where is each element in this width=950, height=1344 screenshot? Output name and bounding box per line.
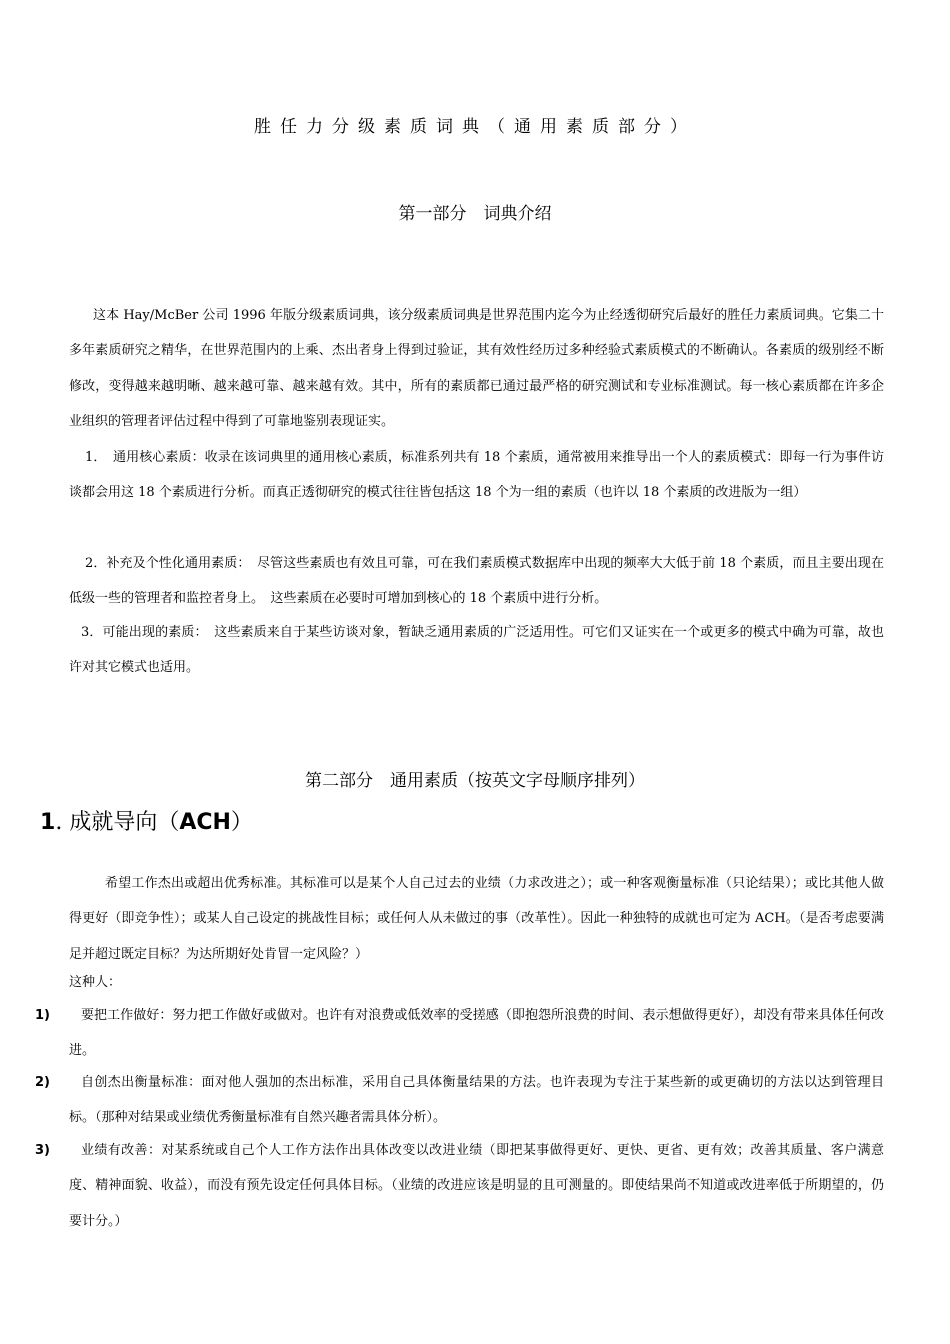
part2-title: 第二部分 通用素质（按英文字母顺序排列） (305, 771, 645, 791)
competency-heading (40, 808, 253, 838)
item-2-marker: 2) (35, 1075, 50, 1090)
item-3-marker: 3) (35, 1143, 50, 1158)
heading-separator: . (55, 810, 70, 835)
competency-definition: 希望工作杰出或超出优秀标准。其标准可以是某个人自己过去的业绩（力求改进之）；或一种客观衡量标准（只论结果）；或比其他人做得更好（即竞争性）；或某人自己设定的挑战性目标；或任何人从未做过的事（改革性）。因此一种独特的成就也可定为 ACH。（是否考虑要满足并超过既定目标？为达所期好处肯冒一定风险？） (69, 876, 884, 962)
intro-paragraph: 这本 Hay/McBer 公司 1996 年版分级素质词典，该分级素质词典是世界范围内迄今为止经透彻研究后最好的胜任力素质词典。它集二十多年素质研究之精华，在世界范围内的上乘、杰出者身上得到过验证，其有效性经历过多种经验式素质模式的不断确认。各素质的级别经不断修改，变得越来越明晰、越来越可靠、越来越有效。其中，所有的素质都已通过最严格的研究测试和专业标准测试。每一核心素质都在许多企业组织的管理者评估过程中得到了可靠地鉴别表现证实。 (69, 308, 884, 429)
point-3-paragraph: 3．可能出现的素质： 这些素质来自于某些访谈对象，暂缺乏通用素质的广泛适用性。可它们又证实在一个或更多的模式中确为可靠，故也许对其它模式也适用。 (69, 625, 884, 676)
heading-number: 1 (40, 810, 56, 835)
heading-english: ACH (179, 810, 231, 835)
heading-close: ） (230, 810, 253, 835)
point-1-paragraph: 1． 通用核心素质：收录在该词典里的通用核心素质，标准系列共有 18 个素质，通常被用来推导出一个人的素质模式：即每一行为事件访谈都会用这 18 个素质进行分析。而真正透彻研究的模式往往皆包括这 18 个为一组的素质（也许以 18 个素质的改进版为一组） (69, 450, 884, 501)
lead-text: 这种人： (69, 975, 122, 990)
item-1-marker: 1) (35, 1008, 50, 1023)
item-2-text: 自创杰出衡量标准：面对他人强加的杰出标准，采用自己具体衡量结果的方法。也许表现为专注于某些新的或更确切的方法以达到管理目标。（那种对结果或业绩优秀衡量标准有自然兴趣者需具体分析）。 (69, 1075, 884, 1126)
item-3-text: 业绩有改善：对某系统或自己个人工作方法作出具体改变以改进业绩（即把某事做得更好、更快、更省、更有效；改善其质量、客户满意度、精神面貌、收益），而没有预先设定任何具体目标。（业绩的改进应该是明显的且可测量的。即使结果尚不知道或改进率低于所期望的，仍要计分。） (69, 1143, 884, 1229)
part1-title: 第一部分 词典介绍 (398, 204, 552, 224)
point-2-paragraph: 2．补充及个性化通用素质： 尽管这些素质也有效且可靠，可在我们素质模式数据库中出现的频率大大低于前 18 个素质，而且主要出现在低级一些的管理者和监控者身上。 这些素质在必要时可增加到核心的 18 个素质中进行分析。 (69, 556, 884, 607)
item-1-text: 要把工作做好：努力把工作做好或做对。也许有对浪费或低效率的受搓感（即抱怨所浪费的时间、表示想做得更好），却没有带来具体任何改进。 (69, 1008, 884, 1059)
heading-chinese: 成就导向（ (69, 810, 180, 835)
document-title: 胜任力分级素质词典（通用素质部分） (254, 117, 696, 137)
